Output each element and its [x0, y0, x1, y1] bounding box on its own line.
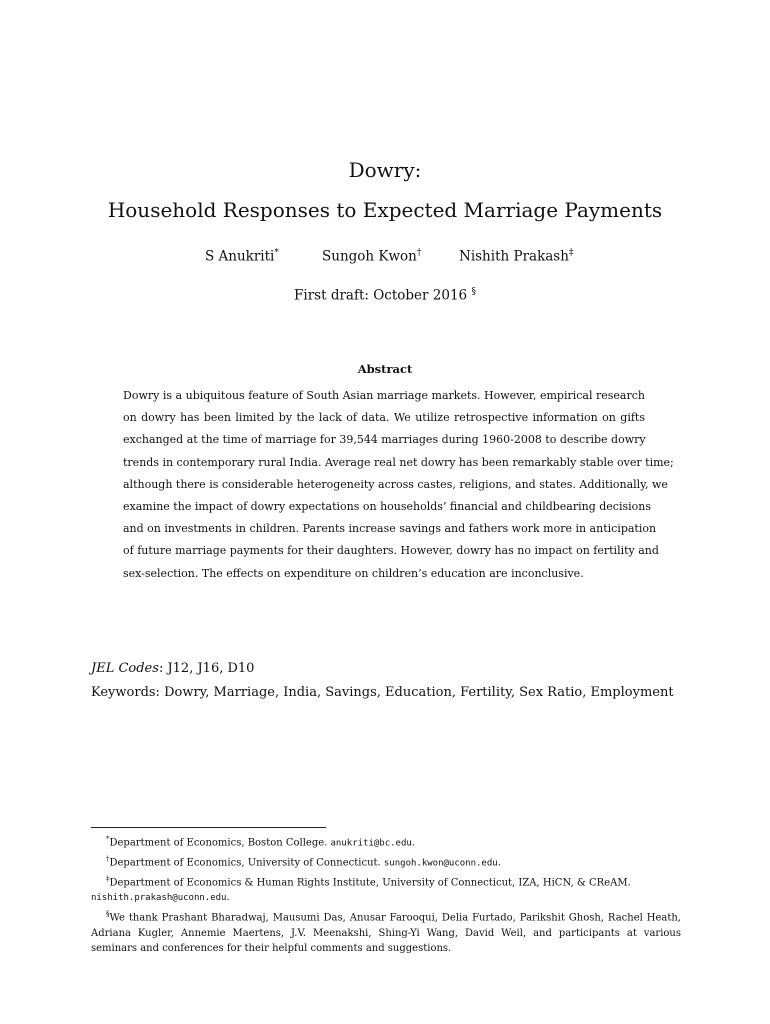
abstract-line: sex-selection. The effects on expenditure on children’s education are inconclusive. — [123, 566, 584, 580]
footnote-text: Department of Economics, Boston College. — [109, 837, 331, 849]
footnote-mark: † — [106, 854, 110, 863]
jel-label: JEL Codes — [91, 661, 159, 676]
jel-codes — [91, 661, 254, 676]
author-name: Nishith Prakash — [459, 248, 569, 265]
abstract-line: of future marriage payments for their daughters. However, dowry has no impact on fertility and — [123, 544, 659, 558]
author-1 — [205, 248, 279, 265]
footnote-end: . — [497, 857, 501, 869]
footnote-mark: § — [106, 909, 110, 918]
footnote-email[interactable]: anukriti@bc.edu — [330, 838, 412, 849]
author-mark: * — [274, 248, 279, 258]
footnote-text: Department of Economics, University of Connecticut. — [109, 857, 384, 869]
footnote-2 — [91, 852, 681, 872]
abstract-line: trends in contemporary rural India. Average real net dowry has been remarkably stable over time; — [123, 455, 674, 469]
author-mark: ‡ — [568, 248, 574, 258]
abstract-heading: Abstract — [357, 362, 413, 376]
footnote-email[interactable]: nishith.prakash@uconn.edu — [91, 893, 227, 904]
abstract-line: on dowry has been limited by the lack of data. We utilize retrospective information on gifts — [123, 411, 645, 425]
footnote-mark: ‡ — [106, 874, 110, 883]
abstract-line: Dowry is a ubiquitous feature of South Asian marriage markets. However, empirical research — [123, 389, 645, 402]
footnote-3 — [91, 872, 681, 907]
footnote-rule — [91, 827, 326, 828]
title-line-2: Household Responses to Expected Marriage Payments — [107, 198, 663, 222]
draft-date — [0, 287, 770, 304]
footnote-mark: * — [106, 835, 110, 843]
footnote-4 — [91, 907, 681, 957]
footnote-text: Department of Economics & Human Rights Institute, University of Connecticut, IZA, HiCN, & CReAM. — [109, 876, 631, 888]
footnote-end: . — [411, 837, 415, 849]
footnote-text: We thank Prashant Bharadwaj, Mausumi Das, Anusar Farooqui, Delia Furtado, Parikshit Ghosh, Rachel Heath, Adriana Kugler, Annemie Maertens, J.V. Meenakshi, Shing-Yi Wang, David Weil, and participants at various seminars and conferences for their helpful comments and suggestions. — [91, 912, 681, 955]
author-2 — [322, 248, 421, 265]
draft-mark: § — [471, 287, 476, 297]
footnote-email[interactable]: sungoh.kwon@uconn.edu — [383, 858, 498, 869]
footnotes — [91, 832, 681, 957]
abstract-line: examine the impact of dowry expectations on households’ financial and childbearing decisions — [123, 500, 652, 514]
keywords: Keywords: Dowry, Marriage, India, Savings, Education, Fertility, Sex Ratio, Employment — [91, 685, 674, 700]
author-name: S Anukriti — [205, 248, 275, 265]
title-line-1: Dowry: — [348, 158, 422, 182]
author-mark: † — [416, 248, 422, 258]
draft-text: First draft: October 2016 — [294, 287, 468, 304]
abstract-line: exchanged at the time of marriage for 39,544 marriages during 1960-2008 to describe dowry — [123, 433, 646, 447]
author-name: Sungoh Kwon — [322, 248, 417, 265]
jel-value: : J12, J16, D10 — [158, 661, 255, 676]
abstract-line: although there is considerable heterogeneity across castes, religions, and states. Additionally, we — [123, 477, 668, 491]
abstract-line: and on investments in children. Parents increase savings and fathers work more in anticipation — [123, 522, 657, 536]
footnote-1 — [91, 832, 681, 852]
abstract-body — [123, 385, 674, 585]
author-3 — [459, 248, 573, 265]
footnote-end: . — [226, 892, 230, 904]
